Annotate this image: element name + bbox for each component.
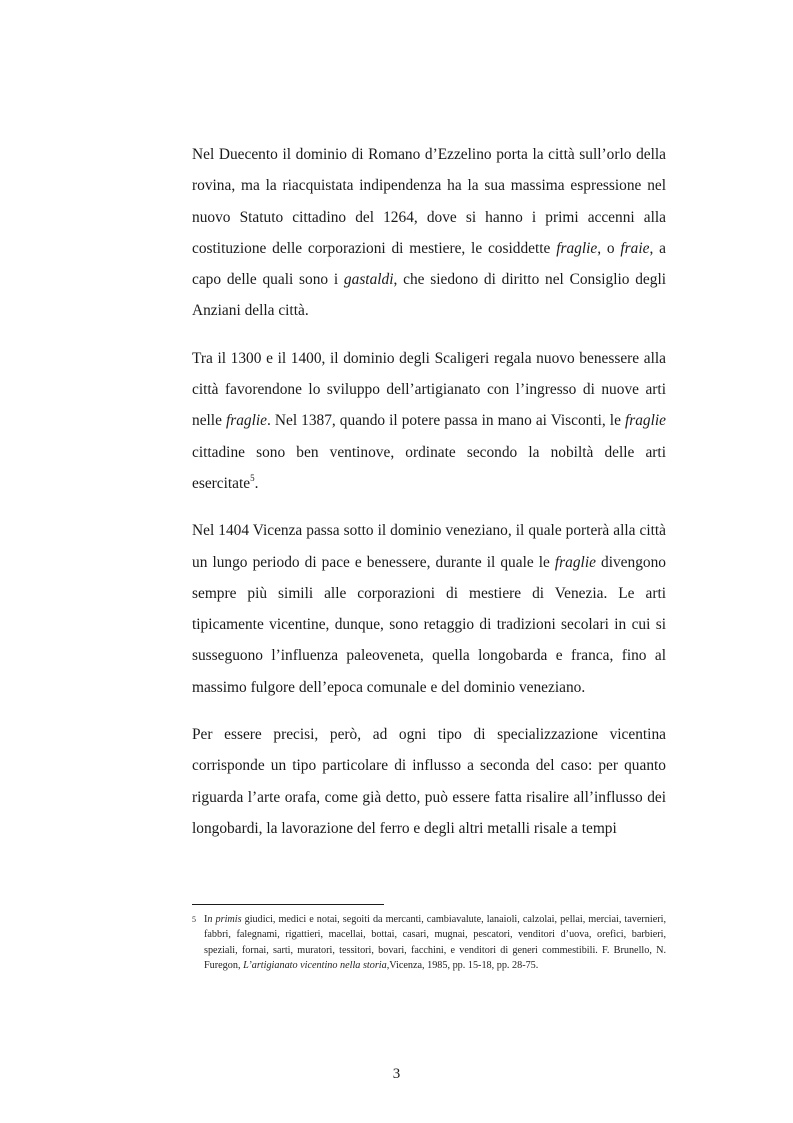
body-text bbox=[192, 139, 666, 860]
paragraph-2: Tra il 1300 e il 1400, il dominio degli Scaligeri regala nuovo benessere alla città favorendone lo sviluppo dell’artigianato con l’ingresso di nuove arti nelle fraglie. Nel 1387, quando il potere passa in mano ai Visconti, le fraglie cittadine sono ben ventinove, ordinate secondo la nobiltà delle arti esercitate$^5$. bbox=[192, 349, 666, 492]
paragraph-4: Per essere precisi, però, ad ogni tipo di specializzazione vicentina corrisponde un tipo particolare di influsso a seconda del caso: per quanto riguarda l’arte orafa, come già detto, può essere fatta risalire all’influsso dei longobardi, la lavorazione del ferro e degli altri metalli risale a tempi bbox=[192, 726, 666, 837]
paragraph-3: Nel 1404 Vicenza passa sotto il dominio veneziano, il quale porterà alla città un lungo periodo di pace e benessere, durante il quale le fraglie divengono sempre più simili alle corporazioni di mestiere di Venezia. Le arti tipicamente vicentine, dunque, sono retaggio di tradizioni secolari in cui si susseguono l’influenza paleoveneta, quella longobarda e franca, fino al massimo fulgore dell’epoca comunale e del dominio veneziano. bbox=[192, 522, 666, 696]
footnote: 5 In primis giudici, medici e notai, segoiti da mercanti, cambiavalute, lanaioli, calzolai, pellai, merciai, tavernieri, fabbri, falegnami, rigattieri, macellai, bottai, casari, mugnai, pescatori, venditori d’uova, orefici, barbieri, speziali, fornai, sarti, muratori, tessitori, bovari, facchini, e venditori di generi commestibili. F. Brunello, N. Furegon, L’artigianato vicentino nella storia,Vicenza, 1985, pp. 15-18, pp. 28-75. bbox=[192, 914, 666, 971]
footnote-divider bbox=[192, 904, 384, 905]
paragraph-1: Nel Duecento il dominio di Romano d’Ezzelino porta la città sull’orlo della rovina, ma la riacquistata indipendenza ha la sua massima espressione nel nuovo Statuto cittadino del 1264, dove si hanno i primi accenni alla costituzione delle corporazioni di mestiere, le cosiddette fraglie, o fraie, a capo delle quali sono i gastaldi, che siedono di diritto nel Consiglio degli Anziani della città. bbox=[192, 146, 666, 320]
footnote-reference[interactable]: 5 bbox=[250, 472, 255, 483]
footnote-mark: 5 bbox=[192, 915, 196, 924]
page-number: 3 bbox=[392, 1066, 401, 1082]
